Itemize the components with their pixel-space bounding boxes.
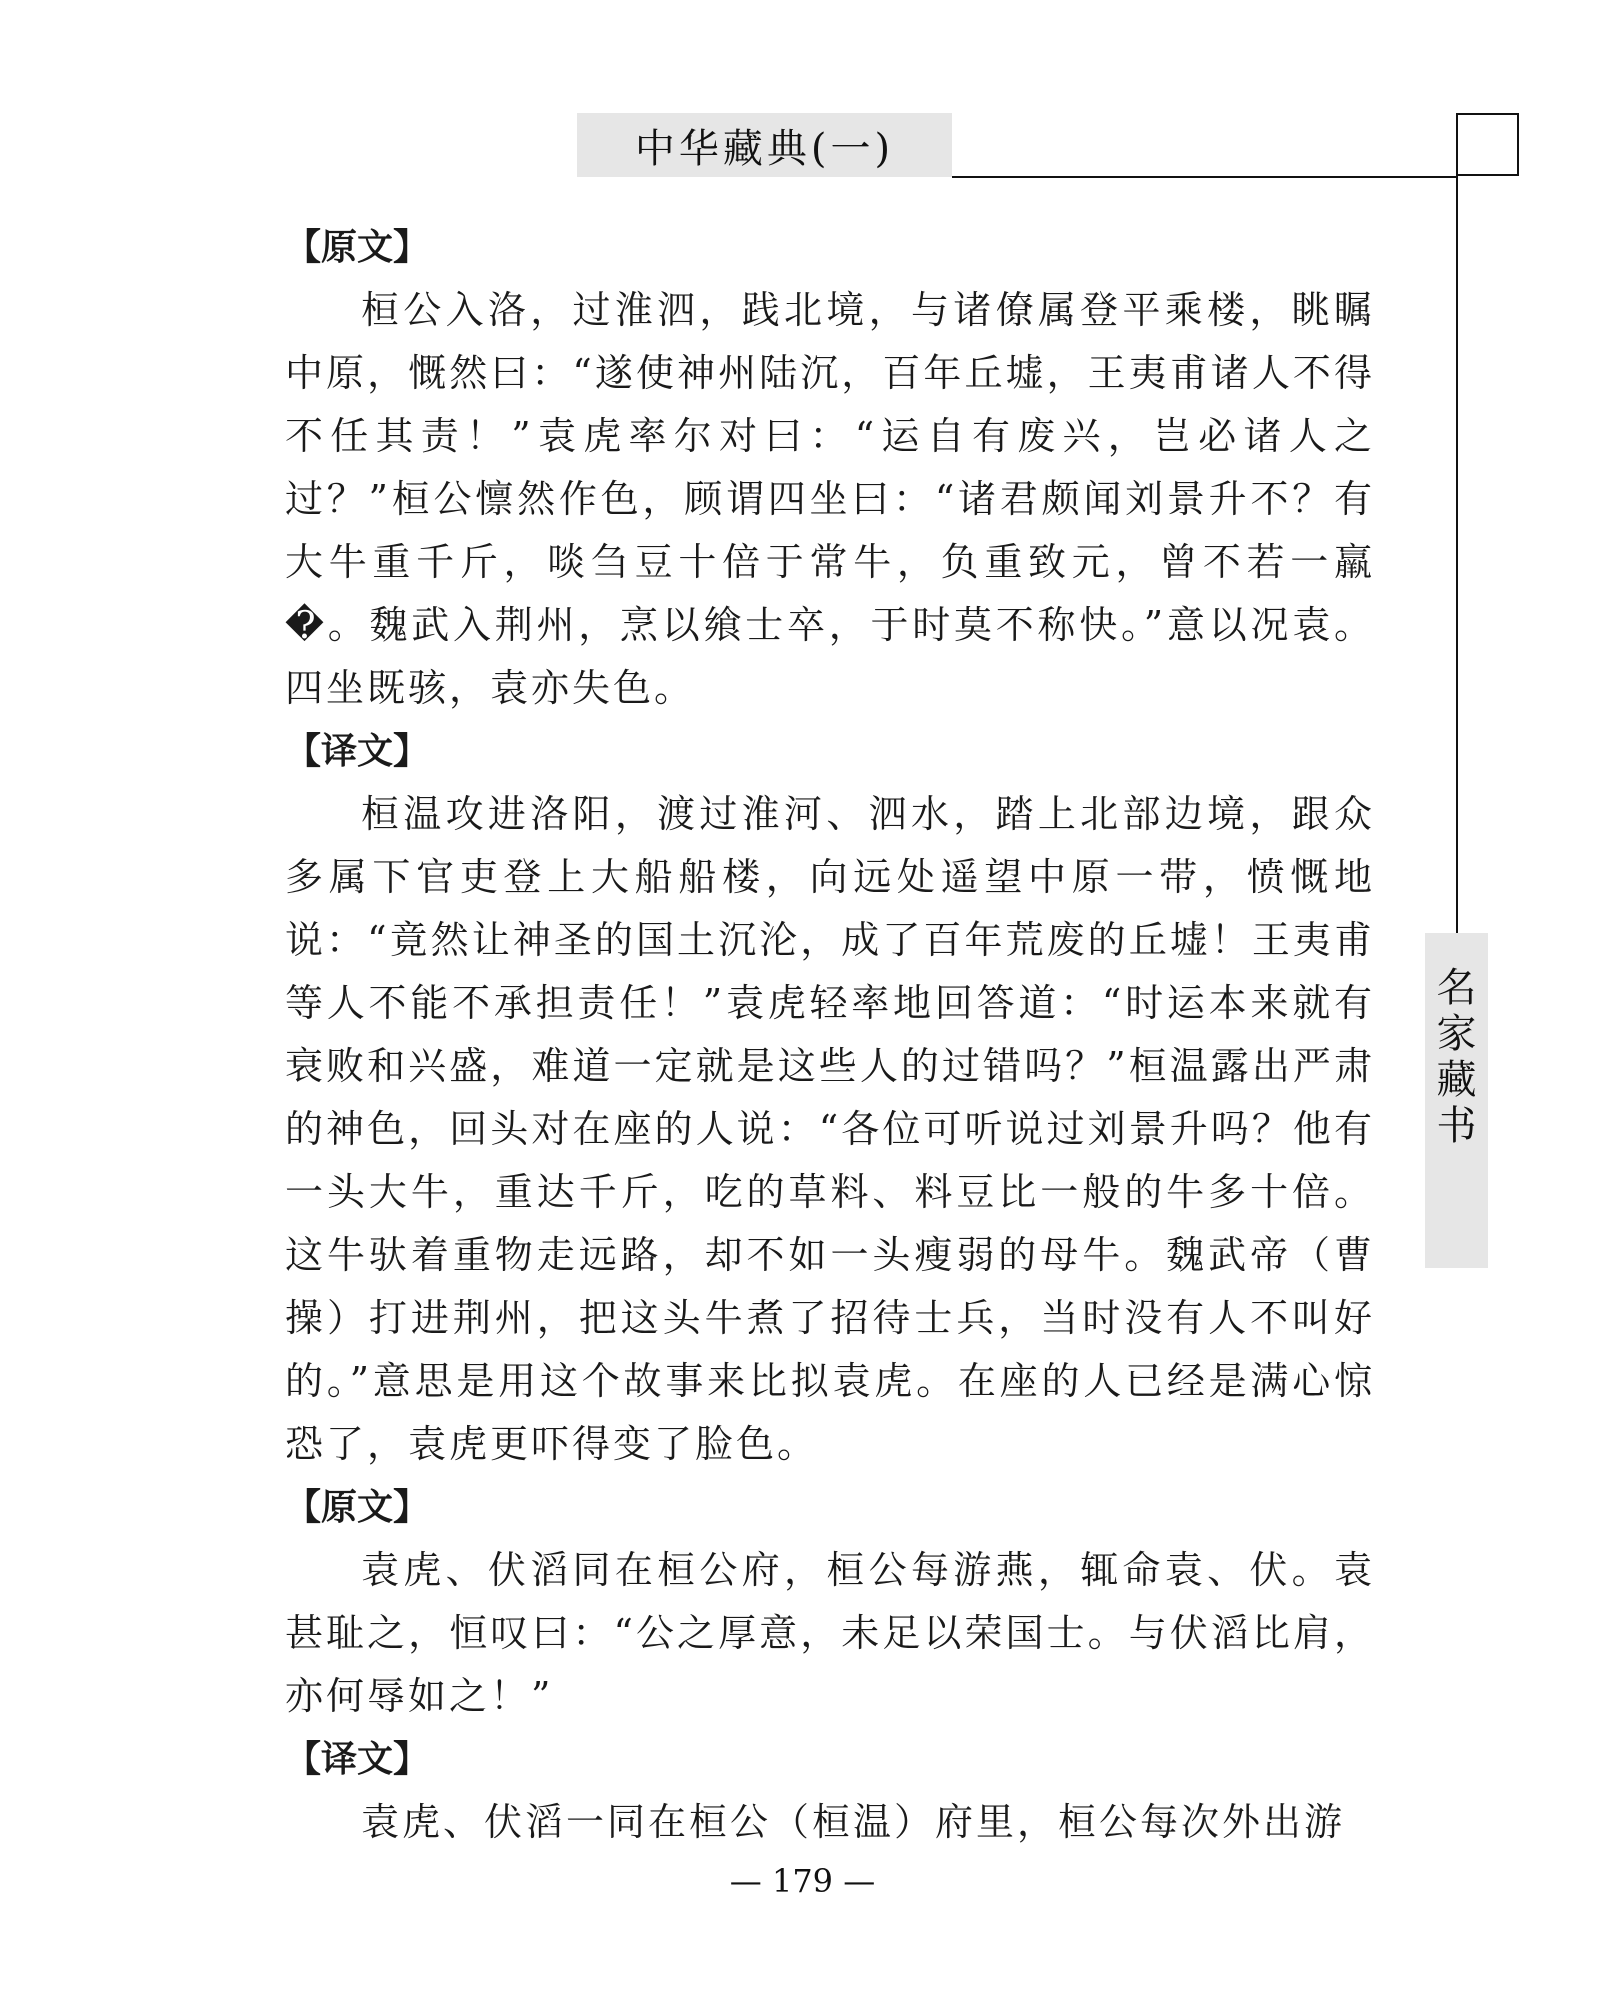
side-tab-char: 家 — [1436, 1011, 1477, 1057]
page-body — [285, 216, 1375, 1854]
section-label-translation: 【译文】 — [285, 1739, 430, 1780]
side-tab-char: 藏 — [1436, 1057, 1477, 1103]
section-label-translation: 【译文】 — [285, 731, 430, 772]
book-title: 中华藏典(一) — [577, 113, 952, 177]
side-tab-char: 书 — [1436, 1103, 1477, 1149]
side-rule — [1456, 113, 1458, 933]
original-text-paragraph: 桓公入洛，过淮泗，践北境，与诸僚属登平乘楼，眺瞩中原，慨然曰：“遂使神州陆沉，百年丘墟，王夷甫诸人不得不任其责！”袁虎率尔对曰：“运自有废兴，岂必诸人之过？”桓公懔然作色，顾谓四坐曰：“诸君颇闻刘景升不？有大牛重千斤，啖刍豆十倍于常牛，负重致元，曾不若一羸�。魏武入荆州，烹以飨士卒，于时莫不称快。”意以况袁。四坐既骇，袁亦失色。 — [285, 288, 1375, 710]
translation-text-paragraph: 袁虎、伏滔一同在桓公（桓温）府里，桓公每次外出游 — [361, 1800, 1346, 1844]
side-tab-char: 名 — [1436, 965, 1477, 1011]
translation-text-paragraph: 桓温攻进洛阳，渡过淮河、泗水，踏上北部边境，跟众多属下官吏登上大船船楼，向远处遥望中原一带，愤慨地说：“竟然让神圣的国土沉沦，成了百年荒废的丘墟！王夷甫等人不能不承担责任！”袁虎轻率地回答道：“时运本来就有衰败和兴盛，难道一定就是这些人的过错吗？”桓温露出严肃的神色，回头对在座的人说：“各位可听说过刘景升吗？他有一头大牛，重达千斤，吃的草料、料豆比一般的牛多十倍。这牛驮着重物走远路，却不如一头瘦弱的母牛。魏武帝（曹操）打进荆州，把这头牛煮了招待士兵，当时没有人不叫好的。”意思是用这个故事来比拟袁虎。在座的人已经是满心惊恐了，袁虎更吓得变了脸色。 — [285, 792, 1375, 1466]
original-text-paragraph: 袁虎、伏滔同在桓公府，桓公每游燕，辄命袁、伏。袁甚耻之，恒叹曰：“公之厚意，未足以荣国士。与伏滔比肩，亦何辱如之！” — [285, 1548, 1375, 1718]
section-label-original: 【原文】 — [285, 1487, 430, 1528]
section-label-original: 【原文】 — [285, 227, 430, 268]
page-number: — 179 — — [729, 1862, 876, 1900]
side-tab-collection-label — [1425, 933, 1488, 1268]
corner-box-decoration — [1456, 113, 1519, 176]
header-rule — [952, 176, 1456, 178]
